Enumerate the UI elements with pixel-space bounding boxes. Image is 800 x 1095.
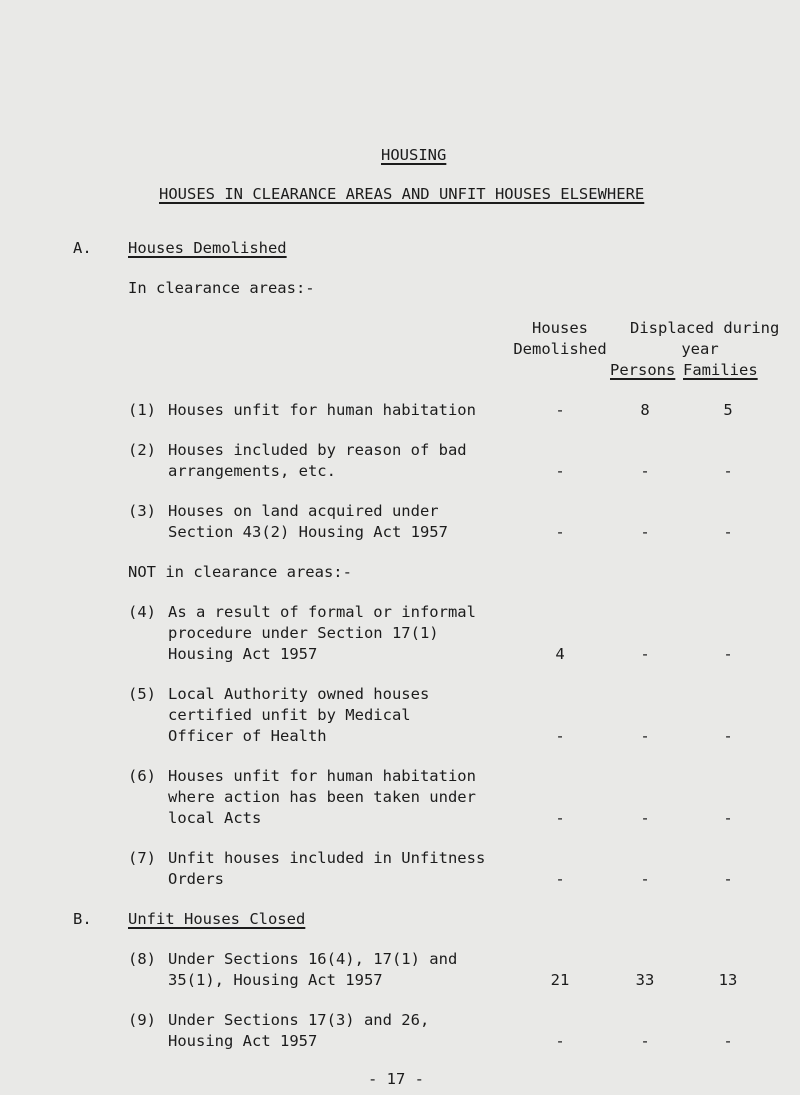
item-text-line: Housing Act 1957 — [168, 645, 318, 663]
item-text-line: where action has been taken under — [168, 788, 476, 806]
col-displaced-line1: Displaced during — [630, 319, 780, 337]
section-b-title: Unfit Houses Closed — [128, 910, 306, 928]
persons-value: - — [640, 462, 650, 480]
persons-value: - — [640, 870, 650, 888]
persons-value: - — [640, 523, 650, 541]
page-number: - 17 - — [368, 1070, 424, 1088]
item-number: (8) — [128, 950, 156, 968]
item-number: (3) — [128, 502, 156, 520]
families-value: 13 — [718, 971, 738, 989]
families-value: - — [723, 462, 733, 480]
item-text-line: arrangements, etc. — [168, 462, 336, 480]
item-text-line: procedure under Section 17(1) — [168, 624, 439, 642]
col-houses-line1: Houses — [532, 319, 588, 337]
persons-value: 8 — [640, 401, 650, 419]
houses-value: - — [555, 462, 565, 480]
item-text-line: 35(1), Housing Act 1957 — [168, 971, 383, 989]
item-text-line: Section 43(2) Housing Act 1957 — [168, 523, 448, 541]
item-number: (1) — [128, 401, 156, 419]
item-number: (9) — [128, 1011, 156, 1029]
item-text-line: Officer of Health — [168, 727, 327, 745]
item-number: (2) — [128, 441, 156, 459]
item-text-line: Under Sections 16(4), 17(1) and — [168, 950, 458, 968]
houses-value: - — [555, 870, 565, 888]
families-value: - — [723, 1032, 733, 1050]
item-text-line: Local Authority owned houses — [168, 685, 430, 703]
item-text-line: Unfit houses included in Unfitness — [168, 849, 486, 867]
persons-value: - — [640, 809, 650, 827]
item-text-line: Orders — [168, 870, 224, 888]
item-number: (6) — [128, 767, 156, 785]
item-text-line: local Acts — [168, 809, 262, 827]
houses-value: 21 — [550, 971, 570, 989]
section-a-marker: A. — [73, 239, 92, 257]
col-persons: Persons — [610, 361, 676, 379]
families-value: - — [723, 809, 733, 827]
item-text-line: Houses on land acquired under — [168, 502, 439, 520]
families-value: - — [723, 645, 733, 663]
section-b-marker: B. — [73, 910, 92, 928]
item-text-line: Housing Act 1957 — [168, 1032, 318, 1050]
item-number: (5) — [128, 685, 156, 703]
page-heading: HOUSING — [381, 146, 447, 164]
families-value: - — [723, 727, 733, 745]
persons-value: - — [640, 727, 650, 745]
houses-value: - — [555, 1032, 565, 1050]
families-value: 5 — [723, 401, 733, 419]
persons-value: 33 — [635, 971, 655, 989]
col-houses-line2: Demolished — [513, 340, 607, 358]
item-text-line: Under Sections 17(3) and 26, — [168, 1011, 430, 1029]
families-value: - — [723, 523, 733, 541]
not-in-clearance-label: NOT in clearance areas:- — [128, 563, 352, 581]
item-number: (7) — [128, 849, 156, 867]
item-text-line: certified unfit by Medical — [168, 706, 411, 724]
families-value: - — [723, 870, 733, 888]
in-clearance-label: In clearance areas:- — [128, 279, 315, 297]
item-number: (4) — [128, 603, 156, 621]
houses-value: - — [555, 727, 565, 745]
houses-value: - — [555, 523, 565, 541]
persons-value: - — [640, 645, 650, 663]
page-subheading: HOUSES IN CLEARANCE AREAS AND UNFIT HOUSES ELSEWHERE — [159, 185, 645, 203]
item-text-line: Houses unfit for human habitation — [168, 401, 476, 419]
item-text-line: Houses unfit for human habitation — [168, 767, 476, 785]
persons-value: - — [640, 1032, 650, 1050]
item-text-line: Houses included by reason of bad — [168, 441, 467, 459]
col-families: Families — [683, 361, 758, 379]
houses-value: 4 — [555, 645, 565, 663]
col-displaced-line2: year — [681, 340, 719, 358]
section-a-title: Houses Demolished — [128, 239, 287, 257]
item-text-line: As a result of formal or informal — [168, 603, 476, 621]
houses-value: - — [555, 401, 565, 419]
houses-value: - — [555, 809, 565, 827]
